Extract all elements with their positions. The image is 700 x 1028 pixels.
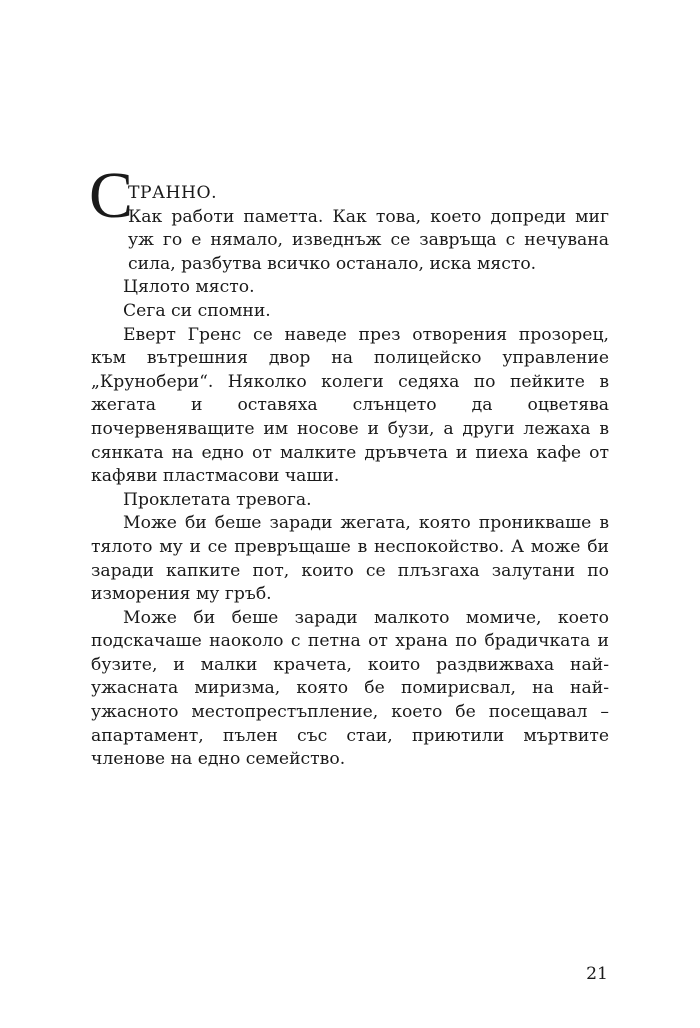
drop-cap: С xyxy=(89,159,134,232)
paragraph-5: Проклетата тревога. xyxy=(123,489,312,510)
page-number: 21 xyxy=(586,964,608,984)
chapter-text xyxy=(89,159,609,772)
paragraph-2: Цялото място. xyxy=(123,277,255,298)
paragraph-7: Може би беше заради малкото момиче, което подскачаше наоколо с петна от храна по брадичката и бузите, и малки крачета, които раздвижваха най-ужасната миризма, която бе помирисвал, на най-ужасното местопрестъпление, което бе посещавал – апартамент, пълен със стаи, приютили мъртвите членове на едно семейство. xyxy=(91,607,609,770)
paragraph-6: Може би беше заради жегата, която проникваше в тялото му и се превръщаше в неспокойство. А може би заради капките пот, които се плъзгаха залутани по изморения му гръб. xyxy=(91,513,609,605)
paragraph-3: Сега си спомни. xyxy=(123,300,271,321)
chapter-opening xyxy=(89,159,609,232)
opening-word: ТРАННО. xyxy=(128,183,218,203)
paragraph-4: Еверт Гренс се наведе през отворения прозорец, към вътрешния двор на полицейско управление „Крунобери“. Няколко колеги седяха по пейките в жегата и оставяха слънцето да оцветява почервеняващите им носове и бузи, а други лежаха в сянката на едно от малките дръвчета и пиеха кафе от кафяви пластмасови чаши. xyxy=(91,324,609,487)
paragraph-1: Как работи паметта. Как това, което допреди миг уж го е нямало, изведнъж се завръща с нечувана сила, разбутва всичко останало, иска място. xyxy=(128,206,609,274)
